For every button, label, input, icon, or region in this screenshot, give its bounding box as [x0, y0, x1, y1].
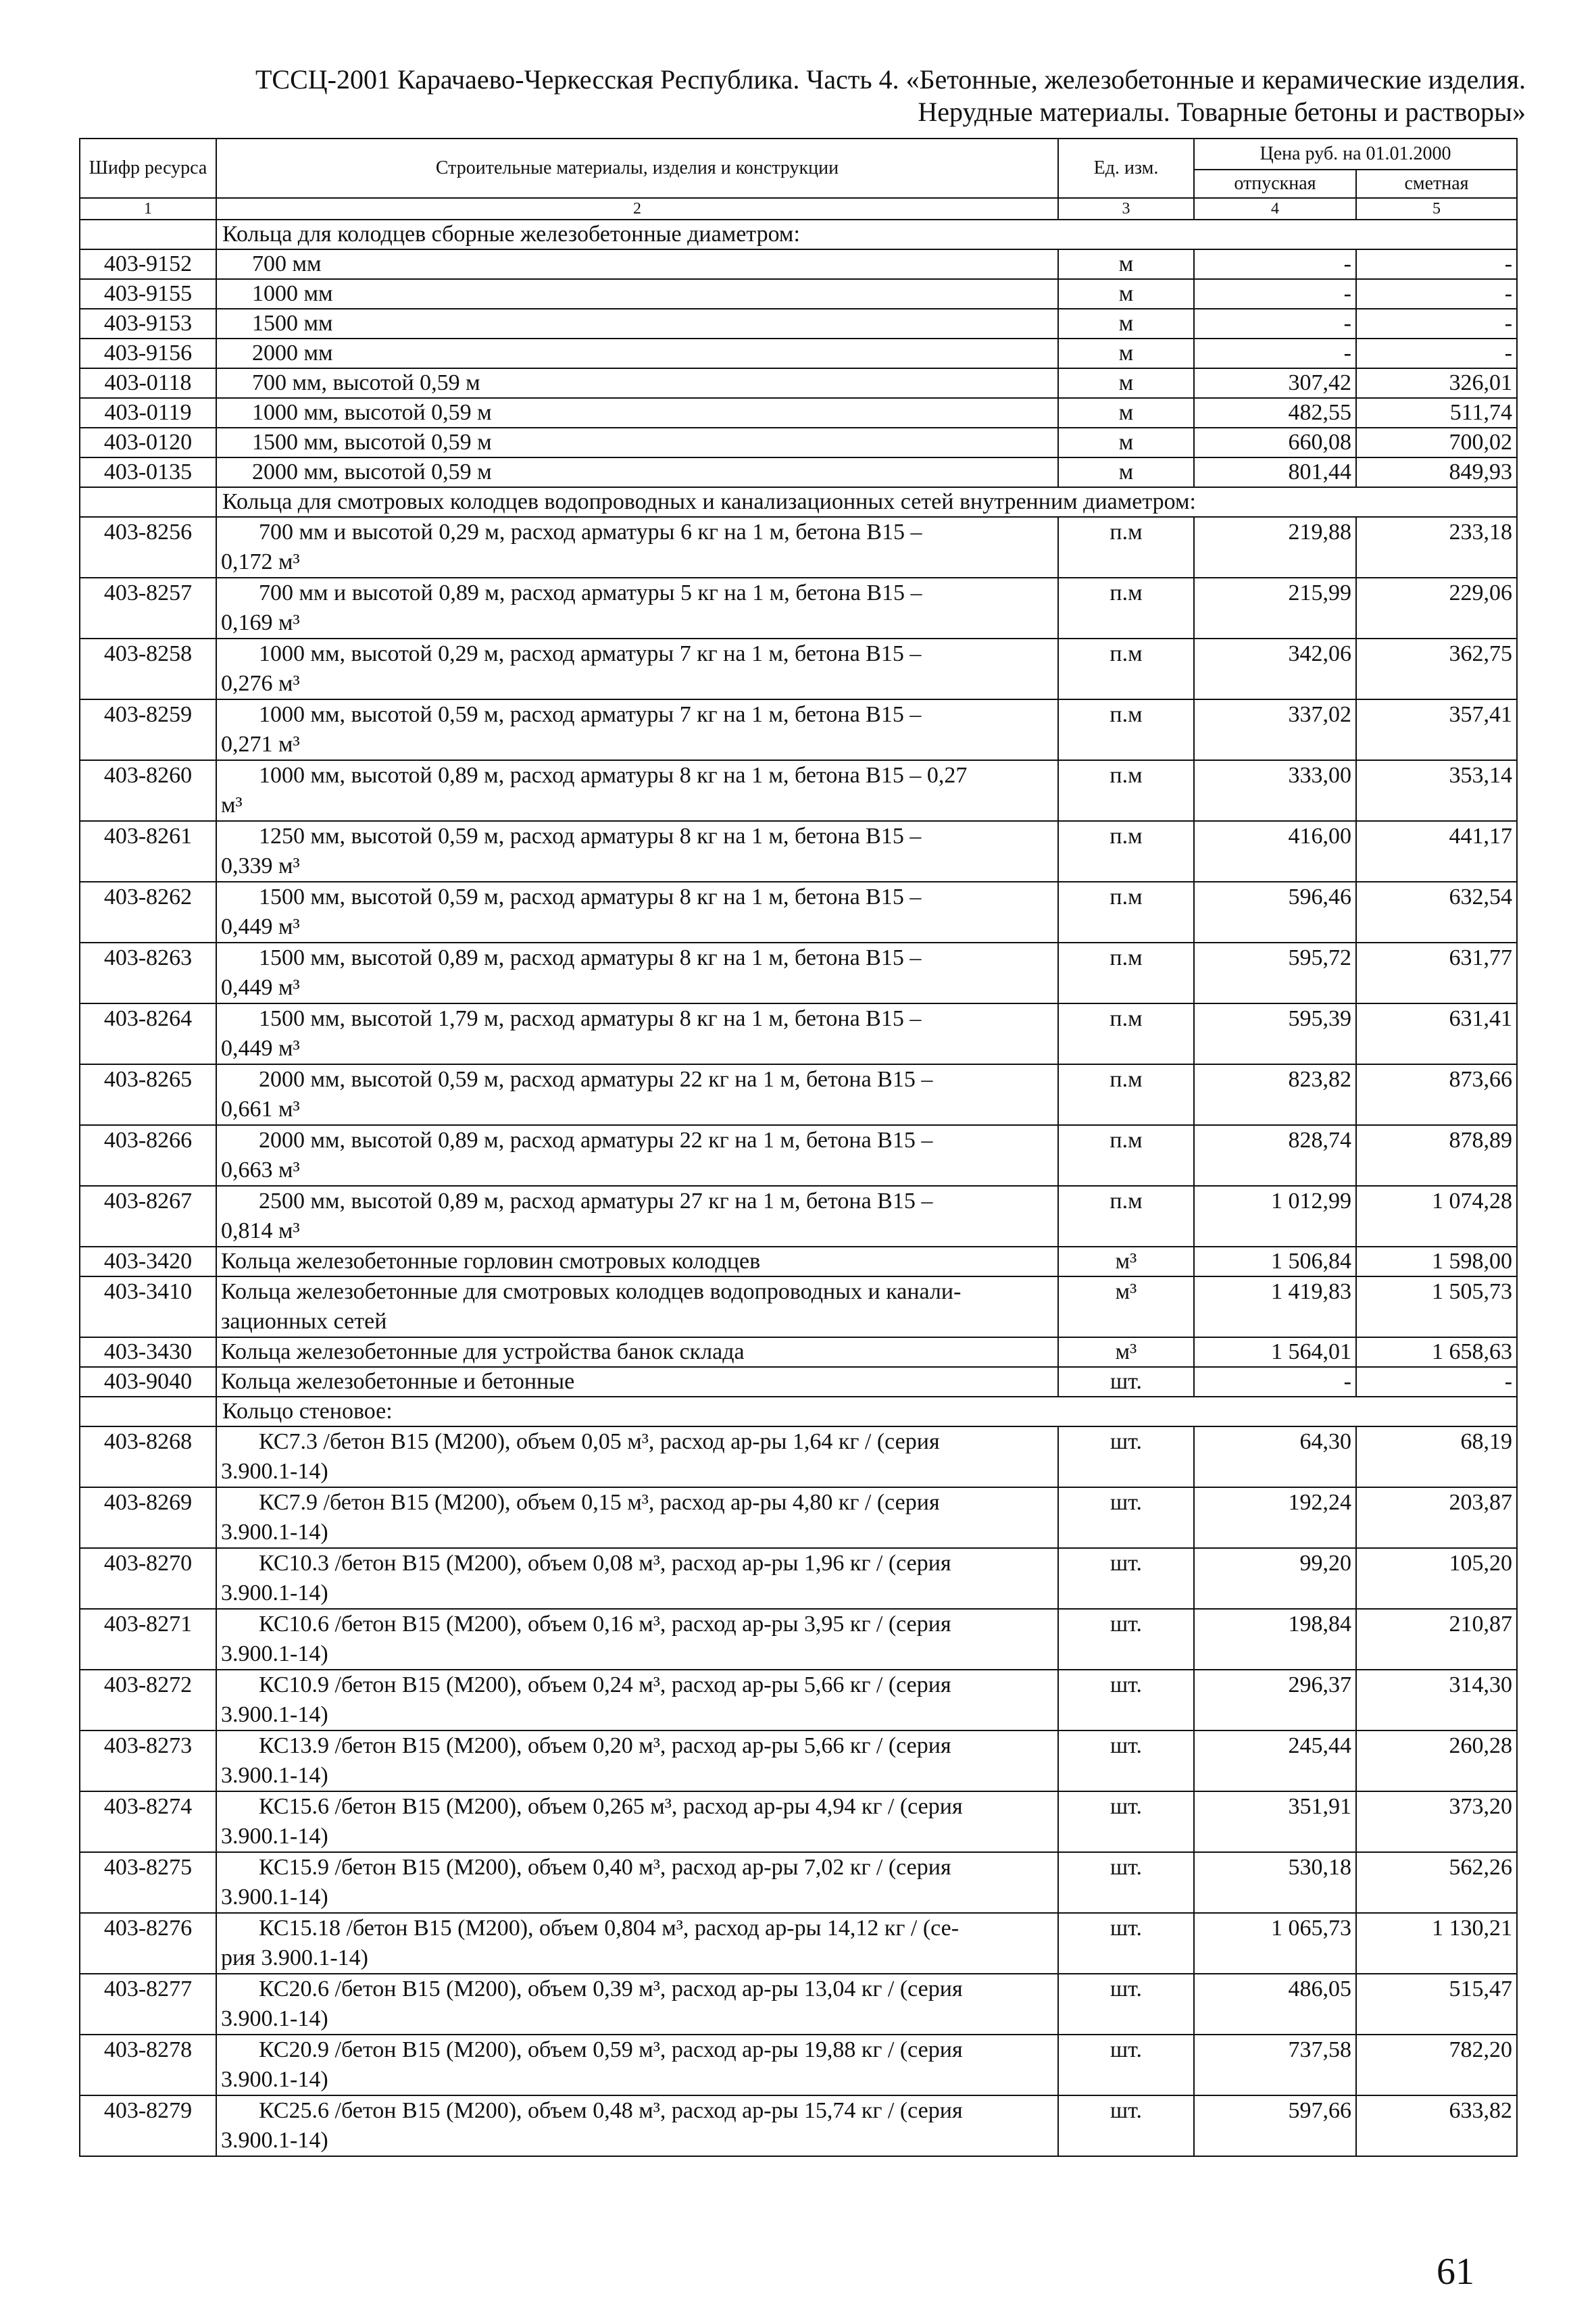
price-release: 64,30	[1194, 1426, 1356, 1487]
column-number-row	[80, 198, 1517, 220]
section-code-cell	[80, 1397, 216, 1426]
description-line-2: 3.900.1-14)	[221, 1459, 328, 1484]
price-release: 1 419,83	[1194, 1276, 1356, 1337]
price-estimate: 210,87	[1356, 1609, 1517, 1670]
price-estimate: 1 130,21	[1356, 1913, 1517, 1974]
item-name: 1500 мм	[216, 309, 1058, 339]
price-release: 482,55	[1194, 398, 1356, 428]
item-description	[216, 1670, 1058, 1731]
price-release: 801,44	[1194, 457, 1356, 487]
resource-code: 403-8277	[80, 1974, 216, 2035]
price-release: 595,72	[1194, 943, 1356, 1003]
section-row	[80, 1397, 1517, 1426]
price-estimate: 229,06	[1356, 578, 1517, 639]
price-estimate: 68,19	[1356, 1426, 1517, 1487]
unit: п.м	[1058, 578, 1194, 639]
item-name: 2000 мм	[216, 339, 1058, 368]
description-line-2: 0,276 м³	[221, 671, 300, 696]
col-number: 4	[1194, 198, 1356, 220]
unit: м	[1058, 428, 1194, 457]
price-estimate: 357,41	[1356, 699, 1517, 760]
unit: шт.	[1058, 2035, 1194, 2095]
item-description	[216, 1003, 1058, 1064]
price-release: 660,08	[1194, 428, 1356, 457]
price-release: 596,46	[1194, 882, 1356, 943]
description-line-2: рия 3.900.1-14)	[221, 1945, 368, 1970]
price-estimate: 362,75	[1356, 639, 1517, 699]
description-line-2: 3.900.1-14)	[221, 1824, 328, 1849]
description-line-1: 1000 мм, высотой 0,59 м, расход арматуры 7 кг на 1 м, бетона В15 –	[259, 702, 922, 727]
unit: п.м	[1058, 517, 1194, 578]
price-estimate: -	[1356, 279, 1517, 309]
description-line-1: 2000 мм, высотой 0,59 м, расход арматуры 22 кг на 1 м, бетона В15 –	[259, 1067, 933, 1092]
price-estimate: 233,18	[1356, 517, 1517, 578]
unit: шт.	[1058, 1609, 1194, 1670]
col-number: 1	[80, 198, 216, 220]
description-line-1: 1000 мм, высотой 0,89 м, расход арматуры 8 кг на 1 м, бетона В15 – 0,27	[259, 763, 968, 788]
description-line-1: КС7.9 /бетон В15 (М200), объем 0,15 м³, расход ар-ры 4,80 кг / (серия	[259, 1490, 940, 1515]
item-description	[216, 2095, 1058, 2156]
item-description	[216, 2035, 1058, 2095]
table-row	[80, 339, 1517, 368]
resource-code: 403-8266	[80, 1125, 216, 1186]
resource-code: 403-0135	[80, 457, 216, 487]
table-row	[80, 1791, 1517, 1852]
price-estimate: 849,93	[1356, 457, 1517, 487]
resource-code: 403-8279	[80, 2095, 216, 2156]
price-estimate: 631,77	[1356, 943, 1517, 1003]
item-name: 700 мм	[216, 249, 1058, 279]
price-release: 1 065,73	[1194, 1913, 1356, 1974]
table-row	[80, 1731, 1517, 1791]
table-row	[80, 1064, 1517, 1125]
description-line-2: 3.900.1-14)	[221, 2128, 328, 2153]
table-row	[80, 1426, 1517, 1487]
item-name: 1000 мм, высотой 0,59 м	[216, 398, 1058, 428]
page-header	[255, 64, 1526, 128]
resource-code: 403-8264	[80, 1003, 216, 1064]
col-number: 5	[1356, 198, 1517, 220]
table-row	[80, 1852, 1517, 1913]
price-release: 307,42	[1194, 368, 1356, 398]
price-estimate: 1 598,00	[1356, 1247, 1517, 1276]
price-release: 416,00	[1194, 821, 1356, 882]
price-estimate: 260,28	[1356, 1731, 1517, 1791]
resource-code: 403-9152	[80, 249, 216, 279]
price-release: 333,00	[1194, 760, 1356, 821]
table-row	[80, 2035, 1517, 2095]
item-description	[216, 517, 1058, 578]
description-line-1: 1500 мм, высотой 1,79 м, расход арматуры 8 кг на 1 м, бетона В15 –	[259, 1006, 922, 1031]
col-header-code: Шифр ресурса	[80, 139, 216, 198]
table-row	[80, 398, 1517, 428]
description-line-2: 0,271 м³	[221, 732, 300, 757]
unit: шт.	[1058, 2095, 1194, 2156]
unit: п.м	[1058, 639, 1194, 699]
price-release: -	[1194, 1367, 1356, 1397]
description-line-2: 3.900.1-14)	[221, 1520, 328, 1545]
description-line-1: КС10.6 /бетон В15 (М200), объем 0,16 м³, расход ар-ры 3,95 кг / (серия	[259, 1612, 951, 1637]
price-release: 342,06	[1194, 639, 1356, 699]
resource-code: 403-8269	[80, 1487, 216, 1548]
price-release: 215,99	[1194, 578, 1356, 639]
description-line-2: 0,661 м³	[221, 1097, 300, 1122]
col-number: 3	[1058, 198, 1194, 220]
price-estimate: 511,74	[1356, 398, 1517, 428]
description-line-1: Кольца железобетонные для смотровых колодцев водопроводных и канали-	[221, 1279, 962, 1304]
description-line-1: КС15.9 /бетон В15 (М200), объем 0,40 м³, расход ар-ры 7,02 кг / (серия	[259, 1855, 951, 1880]
item-description	[216, 1186, 1058, 1247]
resource-code: 403-8265	[80, 1064, 216, 1125]
description-line-1: Кольца железобетонные горловин смотровых колодцев	[221, 1249, 761, 1274]
table-row	[80, 1276, 1517, 1337]
item-description	[216, 882, 1058, 943]
table-row	[80, 760, 1517, 821]
unit: шт.	[1058, 1548, 1194, 1609]
item-description	[216, 1852, 1058, 1913]
item-description	[216, 760, 1058, 821]
item-description	[216, 639, 1058, 699]
unit: м	[1058, 457, 1194, 487]
item-name: 2000 мм, высотой 0,59 м	[216, 457, 1058, 487]
unit: м	[1058, 249, 1194, 279]
description-line-2: 0,169 м³	[221, 610, 300, 635]
col-header-price-out: отпускная	[1194, 170, 1356, 198]
price-estimate: 1 658,63	[1356, 1337, 1517, 1367]
price-release: 351,91	[1194, 1791, 1356, 1852]
unit: м	[1058, 279, 1194, 309]
price-release: -	[1194, 279, 1356, 309]
description-line-1: КС13.9 /бетон В15 (М200), объем 0,20 м³, расход ар-ры 5,66 кг / (серия	[259, 1733, 951, 1758]
resource-code: 403-9040	[80, 1367, 216, 1397]
col-header-name: Строительные материалы, изделия и конструкции	[216, 139, 1058, 198]
unit: шт.	[1058, 1487, 1194, 1548]
section-row	[80, 220, 1517, 249]
item-description	[216, 1974, 1058, 2035]
unit: п.м	[1058, 1064, 1194, 1125]
resource-code: 403-8267	[80, 1186, 216, 1247]
table-row	[80, 309, 1517, 339]
unit: п.м	[1058, 699, 1194, 760]
resource-code: 403-8270	[80, 1548, 216, 1609]
item-description	[216, 1247, 1058, 1276]
unit: м	[1058, 309, 1194, 339]
section-row	[80, 487, 1517, 517]
description-line-1: 2500 мм, высотой 0,89 м, расход арматуры 27 кг на 1 м, бетона В15 –	[259, 1189, 933, 1214]
col-header-price-est: сметная	[1356, 170, 1517, 198]
description-line-2: 0,449 м³	[221, 975, 300, 1000]
table-row	[80, 1247, 1517, 1276]
resource-code: 403-3420	[80, 1247, 216, 1276]
description-line-2: 0,449 м³	[221, 914, 300, 939]
price-release: 1 564,01	[1194, 1337, 1356, 1367]
unit: п.м	[1058, 1125, 1194, 1186]
price-release: 1 012,99	[1194, 1186, 1356, 1247]
table-row	[80, 943, 1517, 1003]
resource-code: 403-8257	[80, 578, 216, 639]
description-line-2: 3.900.1-14)	[221, 1763, 328, 1788]
description-line-2: 3.900.1-14)	[221, 1580, 328, 1605]
price-estimate: 562,26	[1356, 1852, 1517, 1913]
description-line-2: 3.900.1-14)	[221, 1885, 328, 1910]
price-estimate: 782,20	[1356, 2035, 1517, 2095]
unit: м	[1058, 339, 1194, 368]
item-description	[216, 1791, 1058, 1852]
description-line-2: 3.900.1-14)	[221, 1702, 328, 1727]
description-line-1: КС25.6 /бетон В15 (М200), объем 0,48 м³, расход ар-ры 15,74 кг / (серия	[259, 2098, 963, 2123]
col-header-unit: Ед. изм.	[1058, 139, 1194, 198]
description-line-2: 0,339 м³	[221, 853, 300, 878]
table-row	[80, 517, 1517, 578]
unit: шт.	[1058, 1913, 1194, 1974]
table-row	[80, 1609, 1517, 1670]
unit: м³	[1058, 1276, 1194, 1337]
description-line-1: КС7.3 /бетон В15 (М200), объем 0,05 м³, расход ар-ры 1,64 кг / (серия	[259, 1429, 940, 1454]
unit: п.м	[1058, 882, 1194, 943]
table-row	[80, 457, 1517, 487]
resource-code: 403-0119	[80, 398, 216, 428]
description-line-1: КС20.9 /бетон В15 (М200), объем 0,59 м³, расход ар-ры 19,88 кг / (серия	[259, 2037, 963, 2062]
price-estimate: 873,66	[1356, 1064, 1517, 1125]
unit: шт.	[1058, 1367, 1194, 1397]
section-title: Кольцо стеновое:	[216, 1397, 1517, 1426]
description-line-1: КС15.6 /бетон В15 (М200), объем 0,265 м³, расход ар-ры 4,94 кг / (серия	[259, 1794, 963, 1819]
description-line-2: 0,814 м³	[221, 1218, 300, 1243]
price-estimate: -	[1356, 339, 1517, 368]
price-release: 219,88	[1194, 517, 1356, 578]
table-row	[80, 1003, 1517, 1064]
price-estimate: -	[1356, 249, 1517, 279]
col-header-price: Цена руб. на 01.01.2000	[1194, 139, 1517, 170]
price-release: 595,39	[1194, 1003, 1356, 1064]
resource-code: 403-8262	[80, 882, 216, 943]
unit: шт.	[1058, 1974, 1194, 2035]
price-release: 245,44	[1194, 1731, 1356, 1791]
unit: м	[1058, 368, 1194, 398]
item-name: 1500 мм, высотой 0,59 м	[216, 428, 1058, 457]
unit: п.м	[1058, 943, 1194, 1003]
unit: шт.	[1058, 1426, 1194, 1487]
table-row	[80, 1487, 1517, 1548]
header-line-1: ТССЦ-2001 Карачаево-Черкесская Республика. Часть 4. «Бетонные, железобетонные и керамические изделия.	[255, 64, 1526, 95]
price-estimate: 633,82	[1356, 2095, 1517, 2156]
table-row	[80, 1670, 1517, 1731]
price-release: 99,20	[1194, 1548, 1356, 1609]
price-estimate: 700,02	[1356, 428, 1517, 457]
table-row	[80, 1125, 1517, 1186]
resource-code: 403-3430	[80, 1337, 216, 1367]
unit: п.м	[1058, 1003, 1194, 1064]
price-release: 737,58	[1194, 2035, 1356, 2095]
price-release: -	[1194, 309, 1356, 339]
resource-code: 403-8258	[80, 639, 216, 699]
resource-code: 403-0118	[80, 368, 216, 398]
description-line-1: 2000 мм, высотой 0,89 м, расход арматуры 22 кг на 1 м, бетона В15 –	[259, 1128, 933, 1153]
description-line-2: 3.900.1-14)	[221, 2067, 328, 2092]
description-line-1: КС10.9 /бетон В15 (М200), объем 0,24 м³, расход ар-ры 5,66 кг / (серия	[259, 1672, 951, 1697]
description-line-2: зационных сетей	[221, 1309, 387, 1334]
table-row	[80, 1913, 1517, 1974]
price-release: 530,18	[1194, 1852, 1356, 1913]
price-estimate: 314,30	[1356, 1670, 1517, 1731]
item-description	[216, 1125, 1058, 1186]
description-line-2: 0,663 м³	[221, 1158, 300, 1183]
header-line-2: Нерудные материалы. Товарные бетоны и растворы»	[918, 97, 1526, 127]
unit: м³	[1058, 1247, 1194, 1276]
item-description	[216, 699, 1058, 760]
item-name: 700 мм, высотой 0,59 м	[216, 368, 1058, 398]
table-row	[80, 428, 1517, 457]
unit: шт.	[1058, 1791, 1194, 1852]
description-line-1: 1500 мм, высотой 0,59 м, расход арматуры 8 кг на 1 м, бетона В15 –	[259, 885, 922, 910]
resource-code: 403-3410	[80, 1276, 216, 1337]
description-line-1: КС15.18 /бетон В15 (М200), объем 0,804 м³, расход ар-ры 14,12 кг / (се-	[259, 1916, 959, 1941]
table-row	[80, 249, 1517, 279]
table-row	[80, 279, 1517, 309]
resource-code: 403-8275	[80, 1852, 216, 1913]
price-estimate: 353,14	[1356, 760, 1517, 821]
price-release: 828,74	[1194, 1125, 1356, 1186]
item-description	[216, 1367, 1058, 1397]
resource-code: 403-8276	[80, 1913, 216, 1974]
item-description	[216, 821, 1058, 882]
price-estimate: 441,17	[1356, 821, 1517, 882]
description-line-1: 1250 мм, высотой 0,59 м, расход арматуры 8 кг на 1 м, бетона В15 –	[259, 824, 922, 849]
price-estimate: 515,47	[1356, 1974, 1517, 2035]
item-description	[216, 1064, 1058, 1125]
price-estimate: 1 505,73	[1356, 1276, 1517, 1337]
price-release: 192,24	[1194, 1487, 1356, 1548]
price-estimate: 878,89	[1356, 1125, 1517, 1186]
item-description	[216, 943, 1058, 1003]
description-line-1: 1000 мм, высотой 0,29 м, расход арматуры 7 кг на 1 м, бетона В15 –	[259, 641, 922, 666]
item-name: 1000 мм	[216, 279, 1058, 309]
price-release: 486,05	[1194, 1974, 1356, 2035]
resource-code: 403-9156	[80, 339, 216, 368]
price-release: 296,37	[1194, 1670, 1356, 1731]
col-number: 2	[216, 198, 1058, 220]
price-estimate: 1 074,28	[1356, 1186, 1517, 1247]
description-line-2: 0,449 м³	[221, 1036, 300, 1061]
table-row	[80, 2095, 1517, 2156]
table-row	[80, 1974, 1517, 2035]
table-row	[80, 368, 1517, 398]
price-estimate: 105,20	[1356, 1548, 1517, 1609]
unit: шт.	[1058, 1670, 1194, 1731]
description-line-2: м³	[221, 793, 243, 818]
price-release: -	[1194, 249, 1356, 279]
resource-code: 403-8260	[80, 760, 216, 821]
item-description	[216, 1487, 1058, 1548]
description-line-1: 1500 мм, высотой 0,89 м, расход арматуры 8 кг на 1 м, бетона В15 –	[259, 945, 922, 970]
resource-code: 403-8273	[80, 1731, 216, 1791]
resource-code: 403-0120	[80, 428, 216, 457]
resource-code: 403-8263	[80, 943, 216, 1003]
item-description	[216, 578, 1058, 639]
price-estimate: 373,20	[1356, 1791, 1517, 1852]
table-row	[80, 1548, 1517, 1609]
unit: п.м	[1058, 821, 1194, 882]
unit: п.м	[1058, 760, 1194, 821]
unit: м	[1058, 398, 1194, 428]
table-row	[80, 1186, 1517, 1247]
item-description	[216, 1913, 1058, 1974]
resource-code: 403-9155	[80, 279, 216, 309]
unit: шт.	[1058, 1852, 1194, 1913]
item-description	[216, 1609, 1058, 1670]
resource-code: 403-8259	[80, 699, 216, 760]
resource-code: 403-9153	[80, 309, 216, 339]
table-row	[80, 639, 1517, 699]
price-release: 1 506,84	[1194, 1247, 1356, 1276]
price-estimate: 326,01	[1356, 368, 1517, 398]
resource-code: 403-8268	[80, 1426, 216, 1487]
price-estimate: 631,41	[1356, 1003, 1517, 1064]
description-line-2: 3.900.1-14)	[221, 1641, 328, 1666]
price-release: -	[1194, 339, 1356, 368]
description-line-1: КС10.3 /бетон В15 (М200), объем 0,08 м³, расход ар-ры 1,96 кг / (серия	[259, 1551, 951, 1576]
price-release: 337,02	[1194, 699, 1356, 760]
price-estimate: -	[1356, 309, 1517, 339]
resource-code: 403-8278	[80, 2035, 216, 2095]
description-line-1: Кольца железобетонные для устройства банок склада	[221, 1339, 745, 1364]
item-description	[216, 1276, 1058, 1337]
price-estimate: 632,54	[1356, 882, 1517, 943]
price-release: 198,84	[1194, 1609, 1356, 1670]
description-line-1: Кольца железобетонные и бетонные	[221, 1369, 575, 1394]
description-line-1: КС20.6 /бетон В15 (М200), объем 0,39 м³, расход ар-ры 13,04 кг / (серия	[259, 1976, 963, 2001]
table-row	[80, 699, 1517, 760]
price-estimate: -	[1356, 1367, 1517, 1397]
unit: м³	[1058, 1337, 1194, 1367]
section-title: Кольца для колодцев сборные железобетонные диаметром:	[216, 220, 1517, 249]
description-line-1: 700 мм и высотой 0,29 м, расход арматуры 6 кг на 1 м, бетона В15 –	[259, 520, 922, 545]
unit: п.м	[1058, 1186, 1194, 1247]
price-release: 597,66	[1194, 2095, 1356, 2156]
description-line-1: 700 мм и высотой 0,89 м, расход арматуры 5 кг на 1 м, бетона В15 –	[259, 580, 922, 605]
resource-code: 403-8274	[80, 1791, 216, 1852]
table-row	[80, 1337, 1517, 1367]
item-description	[216, 1548, 1058, 1609]
price-release: 823,82	[1194, 1064, 1356, 1125]
resource-code: 403-8271	[80, 1609, 216, 1670]
table-row	[80, 821, 1517, 882]
table-row	[80, 882, 1517, 943]
price-estimate: 203,87	[1356, 1487, 1517, 1548]
price-table	[79, 138, 1518, 2157]
description-line-2: 0,172 м³	[221, 549, 300, 574]
section-title: Кольца для смотровых колодцев водопроводных и канализационных сетей внутренним диаметром:	[216, 487, 1517, 517]
page-number: 61	[1437, 2251, 1474, 2293]
table-row	[80, 1367, 1517, 1397]
item-description	[216, 1337, 1058, 1367]
resource-code: 403-8256	[80, 517, 216, 578]
description-line-2: 3.900.1-14)	[221, 2006, 328, 2031]
item-description	[216, 1731, 1058, 1791]
resource-code: 403-8272	[80, 1670, 216, 1731]
section-code-cell	[80, 487, 216, 517]
table-row	[80, 578, 1517, 639]
section-code-cell	[80, 220, 216, 249]
resource-code: 403-8261	[80, 821, 216, 882]
unit: шт.	[1058, 1731, 1194, 1791]
item-description	[216, 1426, 1058, 1487]
